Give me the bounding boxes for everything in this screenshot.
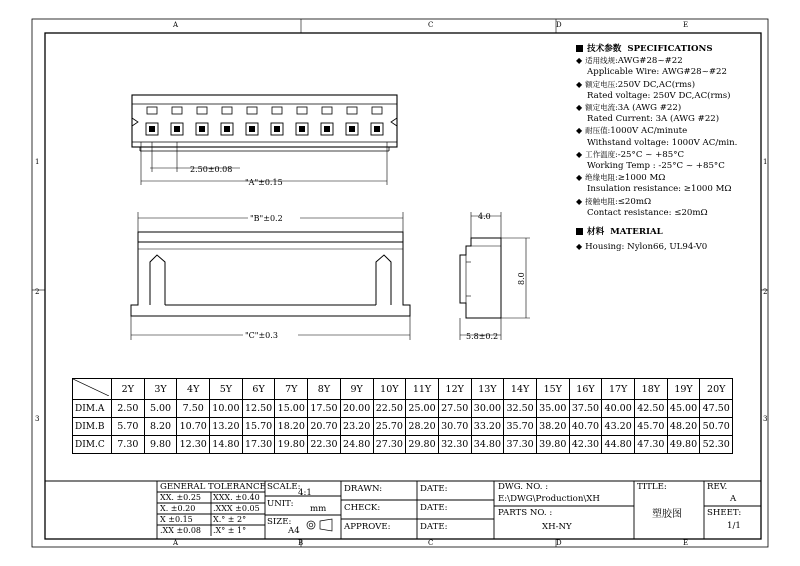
front-view [131,232,410,316]
table-cell: 29.80 [406,436,439,454]
material-en: MATERIAL [610,227,663,238]
pin-contact [174,126,180,132]
pin-slot-top [222,107,232,114]
spec-items [576,55,786,219]
pin-contact [274,126,280,132]
spec-item [576,125,786,137]
row-label-1-right: 1 [763,158,768,166]
drawn-date-label: DATE: [420,484,448,494]
spec-item [576,102,786,114]
column-header: 12Y [438,379,471,400]
table-cell: 5.70 [112,418,145,436]
side-view [460,238,501,318]
spec-item [576,149,786,161]
table-cell: 9.80 [144,436,177,454]
table-cell: 35.00 [536,400,569,418]
pin-slot-top [372,107,382,114]
spec-item-cn: 额定电流: [585,103,618,113]
pin-slot-top [197,107,207,114]
corner-diagonal [73,379,109,396]
table-cell: 35.70 [504,418,537,436]
column-header: 14Y [504,379,537,400]
pin-contact [324,126,330,132]
spec-item [576,196,786,208]
diamond-bullet-icon: ◆ [576,126,583,136]
pin-contact [249,126,255,132]
sheet-label: SHEET: [707,508,742,518]
column-header: 10Y [373,379,406,400]
table-cell: 12.30 [177,436,210,454]
dimension-table [72,378,733,454]
spec-item-en: Working Temp : -25°C ~ +85°C [587,161,725,172]
column-header: 5Y [210,379,243,400]
projection-symbol [307,519,332,531]
square-bullet-icon [576,228,583,235]
table-cell: 10.00 [210,400,243,418]
spec-item-en: Contact resistance: ≤20mΩ [587,207,708,218]
pin-slot-top [322,107,332,114]
table-cell: 12.50 [242,400,275,418]
dwg-label: DWG. NO. : [498,482,549,492]
pin-contact [224,126,230,132]
table-cell: 7.50 [177,400,210,418]
column-header: 13Y [471,379,504,400]
table-cell: 38.20 [536,418,569,436]
diamond-bullet-icon: ◆ [576,56,583,66]
table-cell: 30.00 [471,400,504,418]
unit-value: mm [310,504,327,514]
tolerance-cell: X ±0.15 [160,514,193,524]
col-label-d: D [556,21,562,29]
spec-header [576,44,786,55]
diamond-bullet-icon: ◆ [576,79,583,89]
pin-slot-top [272,107,282,114]
table-cell: 13.20 [210,418,243,436]
title-value: 塑胶图 [652,509,682,520]
rev-value: A [730,494,737,504]
row-label-2: 2 [35,288,40,296]
tolerance-cell: X. ±0.20 [160,503,196,513]
diamond-bullet-icon: ◆ [576,173,583,183]
col-label-b-bottom: B [298,539,304,547]
table-corner-cell [73,379,112,400]
table-cell: 19.80 [275,436,308,454]
table-cell: 40.00 [602,400,635,418]
size-label: SIZE: [267,517,292,527]
depth-label: 4.0 [478,212,491,221]
table-cell: 32.30 [438,436,471,454]
spec-header-cn: 技术参数 [587,44,622,54]
title-label: TITLE: [637,482,667,492]
diamond-bullet-icon: ◆ [576,103,583,113]
spec-item-cn: 适用线规: [585,56,618,66]
table-cell: 33.20 [471,418,504,436]
approve-label: APPROVE: [344,522,391,532]
table-cell: 15.00 [275,400,308,418]
drawn-label: DRAWN: [344,484,383,494]
pin-contact [349,126,355,132]
spec-item-cn: 额定电压: [585,79,618,89]
spec-item-cn: 耐压值: [585,126,611,136]
dwg-value: E:\DWG\Production\XH [498,494,600,504]
tolerance-cell: .XXX ±0.05 [213,503,260,513]
table-cell: 5.00 [144,400,177,418]
table-cell: 14.80 [210,436,243,454]
approve-date-label: DATE: [420,522,448,532]
dimension-header-row [73,379,733,400]
spec-item-en: Applicable Wire: AWG#28~#22 [587,67,727,78]
height-label: 8.0 [517,272,526,285]
table-cell: 28.20 [406,418,439,436]
table-cell: 7.30 [112,436,145,454]
table-cell: 47.30 [635,436,668,454]
dim-b-label: "B"±0.2 [250,214,283,223]
spec-item-en: Withstand voltage: 1000V AC/min. [587,137,738,148]
check-date-label: DATE: [420,503,448,513]
size-value: A4 [288,526,300,536]
col-label-c: C [428,21,434,29]
table-cell: 20.70 [308,418,341,436]
table-row [73,400,733,418]
table-cell: 10.70 [177,418,210,436]
tolerance-cell: .X° ± 1° [213,525,247,535]
pitch-label: 2.50±0.08 [190,165,233,174]
column-header: 20Y [700,379,733,400]
table-cell: 40.70 [569,418,602,436]
table-cell: 44.80 [602,436,635,454]
table-cell: 47.50 [700,400,733,418]
row-label-1: 1 [35,158,40,166]
table-cell: 45.00 [667,400,700,418]
table-cell: 20.00 [340,400,373,418]
column-header: 16Y [569,379,602,400]
column-header: 17Y [602,379,635,400]
column-header: 18Y [635,379,668,400]
parts-label: PARTS NO. : [498,508,553,518]
column-header: 15Y [536,379,569,400]
table-cell: 15.70 [242,418,275,436]
col-label-a: A [173,21,179,29]
table-cell: 48.20 [667,418,700,436]
dim-a-label: "A"±0.15 [245,178,283,187]
spec-item-cn: 绝缘电阻: [585,173,618,183]
spec-item [576,172,786,184]
col-label-d-bottom: D [556,539,562,547]
table-cell: 25.00 [406,400,439,418]
table-cell: 39.80 [536,436,569,454]
pin-contact [299,126,305,132]
spec-item-cn-value: 1000V AC/minute [610,126,688,137]
width-label: 5.8±0.2 [466,332,499,341]
table-cell: 18.20 [275,418,308,436]
table-cell: 32.50 [504,400,537,418]
spec-item-cn-value: ≥1000 MΩ [617,173,666,184]
table-cell: 34.80 [471,436,504,454]
column-header: 8Y [308,379,341,400]
spec-item [576,55,786,67]
spec-item-cn-value: AWG#28~#22 [617,56,683,67]
table-cell: 27.30 [373,436,406,454]
row-label-2-right: 2 [763,288,768,296]
table-cell: 43.20 [602,418,635,436]
pin-contact [199,126,205,132]
column-header: 6Y [242,379,275,400]
spec-item-cn-value: 250V DC,AC(rms) [617,79,696,90]
column-header: 9Y [340,379,373,400]
material-cn: 材料 [587,227,605,238]
tolerance-cell: .XX ±0.08 [160,525,201,535]
table-row [73,418,733,436]
unit-label: UNIT: [267,499,294,509]
spec-item-en: Rated Current: 3A (AWG #22) [587,114,720,125]
tolerance-cell: XXX. ±0.40 [213,492,260,502]
pin-contact [374,126,380,132]
table-cell: 23.20 [340,418,373,436]
tolerance-cell: XX. ±0.25 [160,492,201,502]
tolerance-cell: X.° ± 2° [213,514,247,524]
column-header: 3Y [144,379,177,400]
table-cell: 45.70 [635,418,668,436]
diamond-bullet-icon: ◆ [576,242,583,252]
rev-label: REV. [707,482,728,492]
table-row [73,436,733,454]
table-cell: 25.70 [373,418,406,436]
scale-label: SCALE: [267,482,301,492]
check-label: CHECK: [344,503,381,513]
housing-text: Housing: Nylon66, UL94-V0 [585,242,708,253]
spec-item-cn-value: -25°C ~ +85°C [617,149,685,160]
table-cell: 30.70 [438,418,471,436]
table-cell: 17.50 [308,400,341,418]
table-cell: 52.30 [700,436,733,454]
table-cell: 24.80 [340,436,373,454]
column-header: 7Y [275,379,308,400]
housing-row [576,241,786,253]
spec-item [576,79,786,91]
row-label-3: 3 [35,415,40,423]
table-cell: 37.30 [504,436,537,454]
col-label-a-bottom: A [173,539,179,547]
pin-slot-top [297,107,307,114]
spec-item-cn-value: 3A (AWG #22) [617,103,682,114]
table-cell: 37.50 [569,400,602,418]
sheet-value: 1/1 [727,521,741,531]
col-label-c-bottom: C [428,539,434,547]
dim-c-label: "C"±0.3 [245,331,278,340]
table-cell: 22.30 [308,436,341,454]
spec-item-cn-value: ≤20mΩ [617,196,652,207]
row-label: DIM.C [73,436,112,454]
column-header: 2Y [112,379,145,400]
spec-item-cn: 接触电阻: [585,196,618,206]
spec-item-en: Insulation resistance: ≥1000 MΩ [587,184,732,195]
square-bullet-icon [576,45,583,52]
column-header: 19Y [667,379,700,400]
diamond-bullet-icon: ◆ [576,149,583,159]
row-label-3-right: 3 [763,415,768,423]
top-view-pins [146,107,383,135]
column-header: 4Y [177,379,210,400]
material-header [576,227,786,238]
pin-slot-top [172,107,182,114]
diamond-bullet-icon: ◆ [576,196,583,206]
col-label-e-bottom: E [683,539,689,547]
parts-value: XH-NY [542,522,572,532]
row-label: DIM.A [73,400,112,418]
pin-slot-top [347,107,357,114]
spec-item-cn: 工作温度: [585,149,618,159]
table-cell: 27.50 [438,400,471,418]
specifications-panel [576,44,786,253]
col-label-e: E [683,21,689,29]
pin-contact [149,126,155,132]
table-cell: 42.30 [569,436,602,454]
scale-value: 4:1 [298,488,312,498]
pin-slot-top [147,107,157,114]
table-cell: 2.50 [112,400,145,418]
table-cell: 22.50 [373,400,406,418]
spec-item-en: Rated voltage: 250V DC,AC(rms) [587,90,731,101]
pin-slot-top [247,107,257,114]
tolerance-title: GENERAL TOLERANCE [160,482,266,492]
table-cell: 50.70 [700,418,733,436]
column-header: 11Y [406,379,439,400]
table-cell: 8.20 [144,418,177,436]
table-cell: 49.80 [667,436,700,454]
spec-header-en: SPECIFICATIONS [627,44,713,54]
table-cell: 17.30 [242,436,275,454]
row-label: DIM.B [73,418,112,436]
table-cell: 42.50 [635,400,668,418]
